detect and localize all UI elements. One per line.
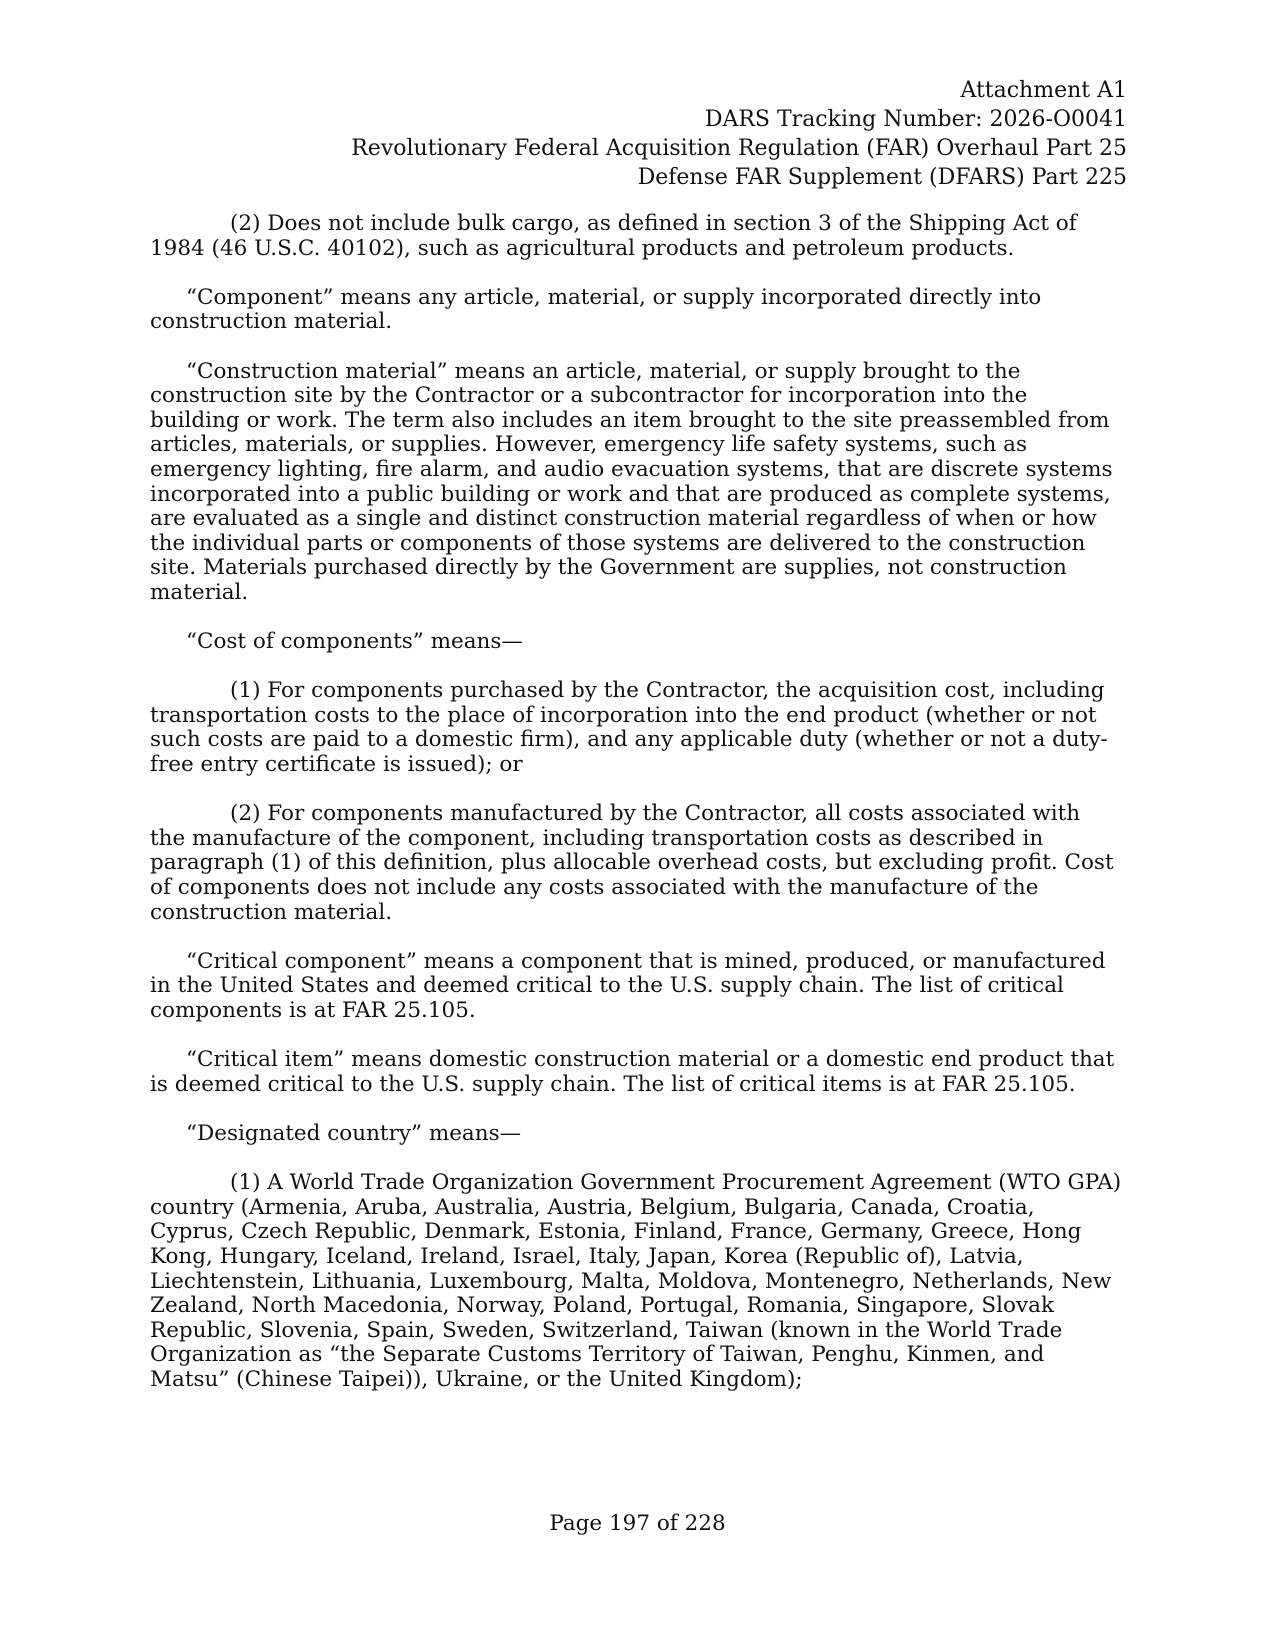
paragraph: “Designated country” means— bbox=[186, 1120, 522, 1146]
attachment-label: Attachment A1 bbox=[960, 78, 1127, 103]
paragraph: “Component” means any article, material, or supply incorporated directly into construction material. bbox=[150, 284, 1042, 335]
paragraph: (1) A World Trade Organization Government Procurement Agreement (WTO GPA) country (Armenia, Aruba, Australia, Austria, Belgium, Bulgaria, Canada, Croatia, Cyprus, Czech Republic, Denmark, Estonia, Finland, France, Germany, Greece, Hong Kong, Hungary, Iceland, Ireland, Israel, Italy, Japan, Korea (Republic of), Latvia, Liechtenstein, Lithuania, Luxembourg, Malta, Moldova, Montenegro, Netherlands, New Zealand, North Macedonia, Norway, Poland, Portugal, Romania, Singapore, Slovak Republic, Slovenia, Spain, Sweden, Switzerland, Taiwan (known in the World Trade Organization as “the Separate Customs Territory of Taiwan, Penghu, Kinmen, and Matsu” (Chinese Taipei)), Ukraine, or the United Kingdom); bbox=[150, 1170, 1122, 1392]
paragraph: (2) For components manufactured by the Contractor, all costs associated with the manufacture of the component, including transportation costs as described in paragraph (1) of this definition, plus allocable overhead costs, but excluding profit. Cost of components does not include any costs associated with the manufacture of the construction material. bbox=[150, 801, 1114, 925]
paragraph: “Critical component” means a component that is mined, produced, or manufactured in the United States and deemed critical to the U.S. supply chain. The list of critical components is at FAR 25.105. bbox=[150, 948, 1106, 1023]
paragraph: “Cost of components” means— bbox=[186, 629, 523, 655]
document-header bbox=[227, 76, 1127, 192]
regulation-title: Revolutionary Federal Acquisition Regulation (FAR) Overhaul Part 25 bbox=[351, 136, 1127, 161]
page-number: Page 197 of 228 bbox=[549, 1511, 726, 1536]
supplement-title: Defense FAR Supplement (DFARS) Part 225 bbox=[637, 165, 1127, 190]
tracking-number: DARS Tracking Number: 2026-O0041 bbox=[704, 107, 1127, 132]
paragraph: “Construction material” means an article, material, or supply brought to the construction site by the Contractor or a subcontractor for incorporation into the building or work. The term also includes an item brought to the site preassembled from articles, materials, or supplies. However, emergency life safety systems, such as emergency lighting, fire alarm, and audio evacuation systems, that are discrete systems incorporated into a public building or work and that are produced as complete systems, are evaluated as a single and distinct construction material regardless of when or how the individual parts or components of those systems are delivered to the construction site. Materials purchased directly by the Government are supplies, not construction material. bbox=[150, 358, 1113, 605]
paragraph: (2) Does not include bulk cargo, as defined in section 3 of the Shipping Act of 1984 (46 U.S.C. 40102), such as agricultural products and petroleum products. bbox=[150, 211, 1077, 261]
paragraph: “Critical item” means domestic construction material or a domestic end product that is deemed critical to the U.S. supply chain. The list of critical items is at FAR 25.105. bbox=[150, 1047, 1115, 1097]
document-body bbox=[150, 212, 1122, 1417]
paragraph: (1) For components purchased by the Contractor, the acquisition cost, including transportation costs to the place of incorporation into the end product (whether or not such costs are paid to a domestic firm), and any applicable duty (whether or not a duty-free entry certificate is issued); or bbox=[150, 678, 1108, 778]
